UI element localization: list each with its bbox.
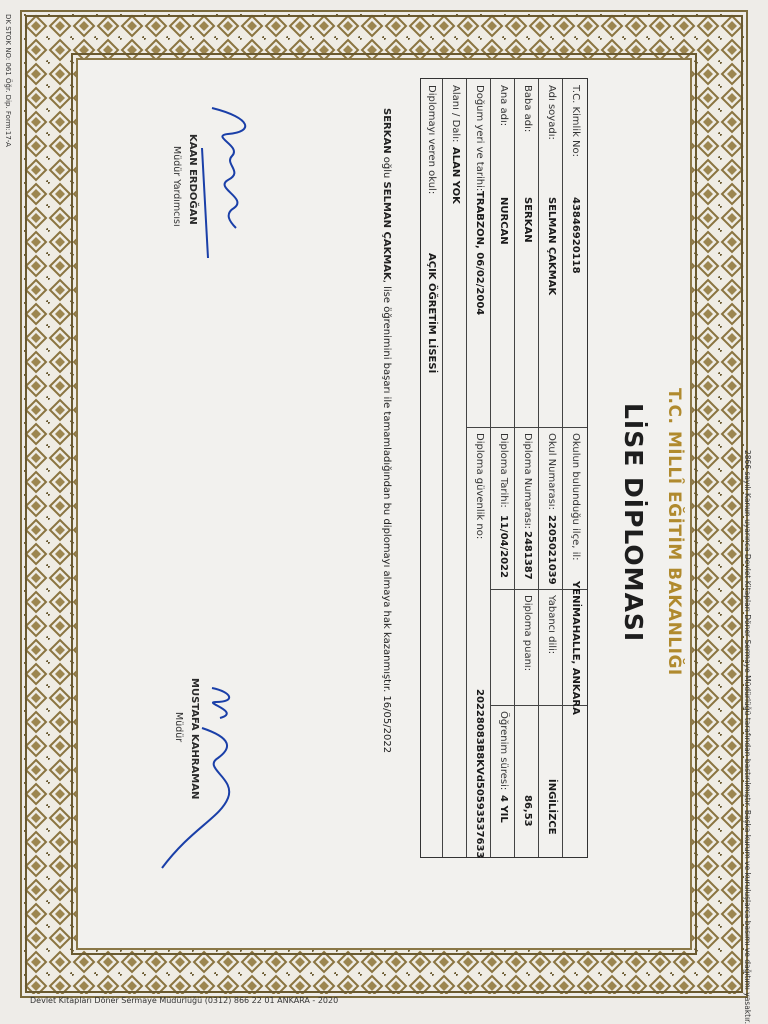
date-value: 11/04/2022	[498, 515, 509, 578]
school-value: AÇIK ÖĞRETİM LİSESİ	[426, 253, 437, 374]
field-value: ALAN YOK	[450, 147, 461, 204]
field-label: Alanı / Dalı:	[450, 85, 461, 143]
diplomano-value: 2481387	[522, 531, 533, 580]
tc-label: T.C. Kimlik No:	[570, 85, 581, 158]
left-signatory-title: Müdür Yardımcısı	[171, 146, 182, 227]
diploma-content-area	[76, 58, 692, 950]
statement-father-name: SERKAN	[381, 108, 392, 154]
district-label: Okulun bulunduğu ilçe, il:	[570, 433, 581, 561]
name-label: Adı soyadı:	[546, 85, 557, 140]
bottom-printer-note: Devlet Kitapları Döner Sermaye Müdürlüğü (0312) 866 22 01 ANKARA - 2020	[30, 996, 339, 1005]
right-legal-note: 2866 sayılı Kanun uyarınca Devlet Kitapları Döner Sermaye Müdürlüğü tarafından bastırılmıştır. Başka kurum ve kuruluşlarca basımı ve dağıtımı yasaktır.	[743, 450, 752, 1024]
father-label: Baba adı:	[522, 85, 533, 133]
tc-value: 43846920118	[570, 197, 581, 274]
rotated-content	[76, 58, 692, 950]
date-label: Diploma Tarihi:	[498, 433, 509, 508]
left-signature	[192, 88, 272, 278]
district-value: YENİMAHALLE, ANKARA	[570, 581, 581, 715]
diploma-statement	[381, 108, 392, 753]
statement-student-name: SELMAN ÇAKMAK	[381, 181, 392, 280]
mother-label: Ana adı:	[498, 85, 509, 127]
birth-label: Doğum yeri ve tarihi:	[474, 85, 485, 192]
right-legal-note-wrap	[738, 450, 752, 1024]
statement-text-a: oğlu	[381, 153, 392, 182]
score-value: 86,53	[522, 795, 533, 827]
language-value: İNGİLİZCE	[546, 779, 557, 835]
left-stock-note-wrap	[0, 14, 12, 214]
language-label: Yabancı dili:	[546, 595, 557, 655]
schoolno-label: Okul Numarası:	[546, 433, 557, 510]
right-signature	[152, 678, 272, 878]
school-label: Diplomayı veren okul:	[426, 85, 437, 195]
ministry-title: T.C. MİLLÎ EĞİTİM BAKANLIĞI	[664, 388, 684, 676]
statement-text-b: , lise öğrenimini başarı ile tamamladığından bu diplomayı almaya hak kazanmıştır. 16/05/2022	[381, 279, 392, 754]
score-label: Diploma puanı:	[522, 595, 533, 672]
security-label: Diploma güvenlik no:	[474, 433, 485, 540]
security-value: 20228083B8KVd50593537633	[474, 689, 485, 859]
right-signatory-title: Müdür	[173, 712, 184, 743]
schoolno-value: 2205021039	[546, 515, 557, 585]
mother-value: NURCAN	[498, 197, 509, 245]
birth-value: TRABZON, 06/02/2004	[474, 191, 485, 316]
left-signatory-name: KAAN ERDOĞAN	[187, 134, 198, 225]
right-signatory-name: MUSTAFA KAHRAMAN	[189, 678, 200, 800]
duration-value: 4 YIL	[498, 795, 509, 823]
diplomano-label: Diploma Numarası:	[522, 433, 533, 530]
left-stock-note: DK STOK NO: 061 Öğr. Dip. Form:17-A	[4, 14, 12, 147]
father-value: SERKAN	[522, 197, 533, 243]
diploma-title: LİSE DİPLOMASI	[619, 403, 648, 643]
name-value: SELMAN ÇAKMAK	[546, 197, 557, 296]
duration-label: Öğrenim süresi:	[498, 711, 509, 791]
info-table	[420, 78, 588, 858]
